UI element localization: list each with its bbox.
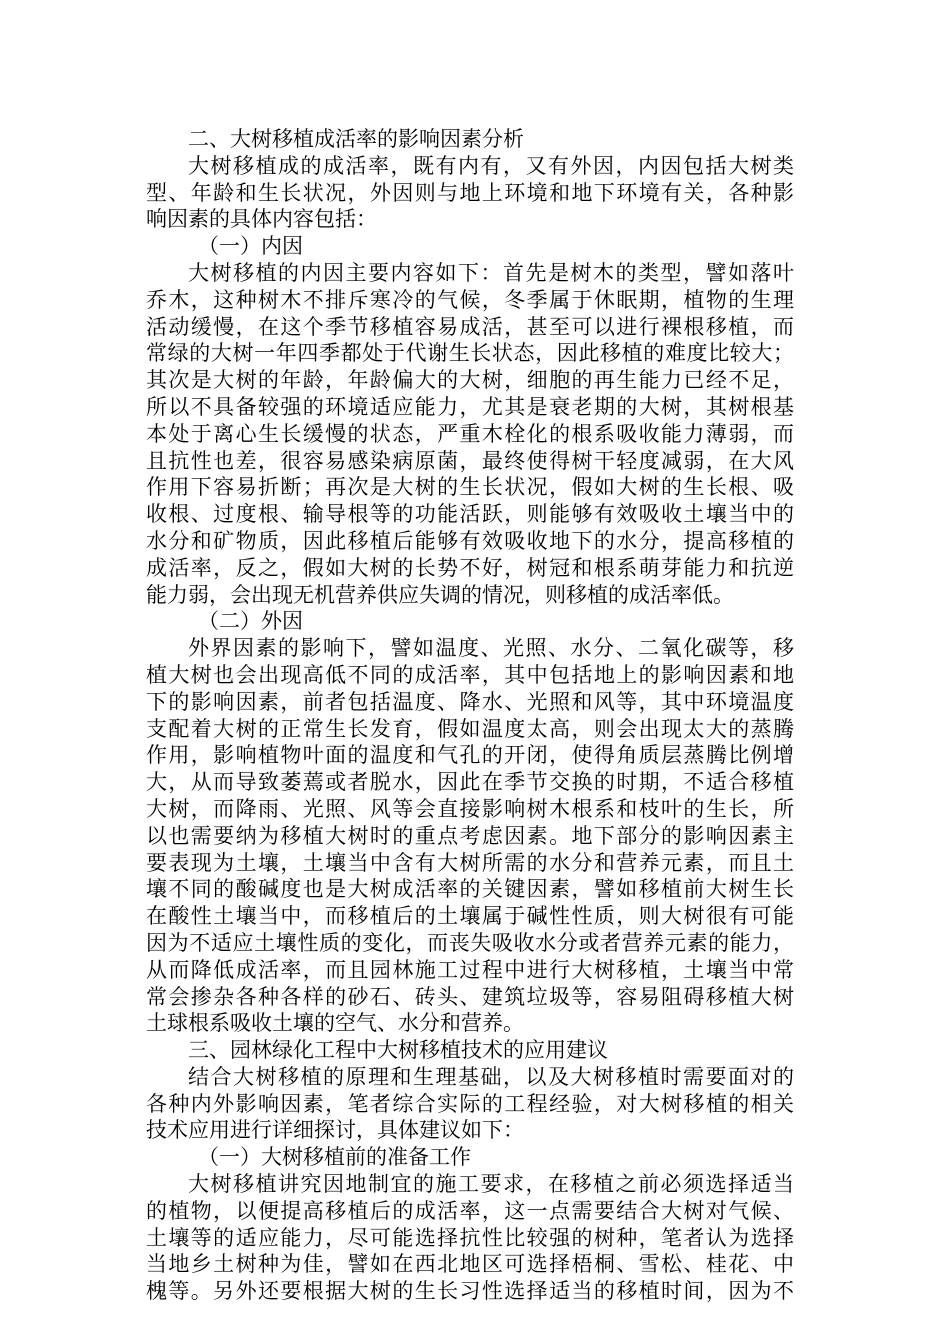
paragraph-line: 型、年龄和生长状况，外因则与地上环境和地下环境有关，各种影 — [146, 180, 794, 205]
paragraph-line: 土球根系吸收土壤的空气、水分和营养。 — [146, 1011, 524, 1036]
paragraph-line: 支配着大树的正常生长发育，假如温度太高，则会出现太大的蒸腾 — [146, 716, 794, 741]
paragraph-line: 下的影响因素，前者包括温度、降水、光照和风等，其中环境温度 — [146, 689, 794, 714]
paragraph-line: 槐等。另外还要根据大树的生长习性选择适当的移植时间，因为不 — [146, 1279, 794, 1304]
paragraph-line: 大树移植成的成活率，既有内有，又有外因，内因包括大树类 — [188, 153, 794, 178]
paragraph-line: 当地乡土树种为佳，譬如在西北地区可选择梧桐、雪松、桂花、中 — [146, 1252, 794, 1277]
paragraph-line: 作用，影响植物叶面的温度和气孔的开闭，使得角质层蒸腾比例增 — [146, 743, 794, 768]
paragraph-line: 所以不具备较强的环境适应能力，尤其是衰老期的大树，其树根基 — [146, 394, 794, 419]
paragraph-line: 大树，而降雨、光照、风等会直接影响树木根系和枝叶的生长，所 — [146, 796, 794, 821]
paragraph-line: 大树移植讲究因地制宜的施工要求，在移植之前必须选择适当 — [188, 1172, 794, 1197]
paragraph-line: 在酸性土壤当中，而移植后的土壤属于碱性性质，则大树很有可能 — [146, 904, 794, 929]
paragraph-line: 其次是大树的年龄，年龄偏大的大树，细胞的再生能力已经不足， — [146, 368, 794, 393]
subsection-heading: （二）外因 — [198, 609, 303, 634]
section-heading: 三、园林绿化工程中大树移植技术的应用建议 — [188, 1038, 608, 1063]
paragraph-line: 土壤等的适应能力，尽可能选择抗性比较强的树种，笔者认为选择 — [146, 1225, 794, 1250]
paragraph-line: 外界因素的影响下，譬如温度、光照、水分、二氧化碳等，移 — [188, 636, 794, 661]
paragraph-line: 要表现为土壤，土壤当中含有大树所需的水分和营养元素，而且土 — [146, 850, 794, 875]
paragraph-line: 能力弱，会出现无机营养供应失调的情况，则移植的成活率低。 — [146, 582, 734, 607]
section-heading: 二、大树移植成活率的影响因素分析 — [188, 127, 524, 151]
paragraph-line: 乔木，这种树木不排斥寒冷的气候，冬季属于休眠期，植物的生理 — [146, 287, 794, 312]
paragraph-line: 水分和矿物质，因此移植后能够有效吸收地下的水分，提高移植的 — [146, 528, 794, 553]
paragraph-line: 从而降低成活率，而且园林施工过程中进行大树移植，土壤当中常 — [146, 957, 794, 982]
paragraph-line: 因为不适应土壤性质的变化，而丧失吸收水分或者营养元素的能力， — [146, 930, 794, 955]
paragraph-line: 活动缓慢，在这个季节移植容易成活，甚至可以进行裸根移植，而 — [146, 314, 794, 339]
paragraph-line: 作用下容易折断；再次是大树的生长状况，假如大树的生长根、吸 — [146, 475, 794, 500]
paragraph-line: 植大树也会出现高低不同的成活率，其中包括地上的影响因素和地 — [146, 662, 794, 687]
paragraph-line: 大树移植的内因主要内容如下：首先是树木的类型，譬如落叶 — [188, 260, 794, 285]
paragraph-line: 收根、过度根、输导根等的功能活跃，则能够有效吸收土壤当中的 — [146, 502, 794, 527]
document-body — [146, 126, 794, 1305]
paragraph-line: 技术应用进行详细探讨，具体建议如下： — [146, 1118, 524, 1143]
paragraph-line: 且抗性也差，很容易感染病原菌，最终使得树干轻度减弱，在大风 — [146, 448, 794, 473]
paragraph-line: 成活率，反之，假如大树的长势不好，树冠和根系萌芽能力和抗逆 — [146, 555, 794, 580]
subsection-heading: （一）大树移植前的准备工作 — [198, 1145, 471, 1170]
paragraph-line: 常会掺杂各种各样的砂石、砖头、建筑垃圾等，容易阻碍移植大树 — [146, 984, 794, 1009]
paragraph-line: 本处于离心生长缓慢的状态，严重木栓化的根系吸收能力薄弱，而 — [146, 421, 794, 446]
paragraph-line: 以也需要纳为移植大树时的重点考虑因素。地下部分的影响因素主 — [146, 823, 794, 848]
paragraph-line: 常绿的大树一年四季都处于代谢生长状态，因此移植的难度比较大； — [146, 341, 794, 366]
paragraph-line: 响因素的具体内容包括： — [146, 207, 377, 232]
paragraph-line: 各种内外影响因素，笔者综合实际的工程经验，对大树移植的相关 — [146, 1091, 794, 1116]
paragraph-line: 大，从而导致萎蔫或者脱水，因此在季节交换的时期，不适合移植 — [146, 770, 794, 795]
paragraph-line: 结合大树移植的原理和生理基础，以及大树移植时需要面对的 — [188, 1064, 794, 1089]
paragraph-line: 壤不同的酸碱度也是大树成活率的关键因素，譬如移植前大树生长 — [146, 877, 794, 902]
paragraph-line: 的植物，以便提高移植后的成活率，这一点需要结合大树对气候、 — [146, 1198, 794, 1223]
subsection-heading: （一）内因 — [198, 234, 303, 259]
